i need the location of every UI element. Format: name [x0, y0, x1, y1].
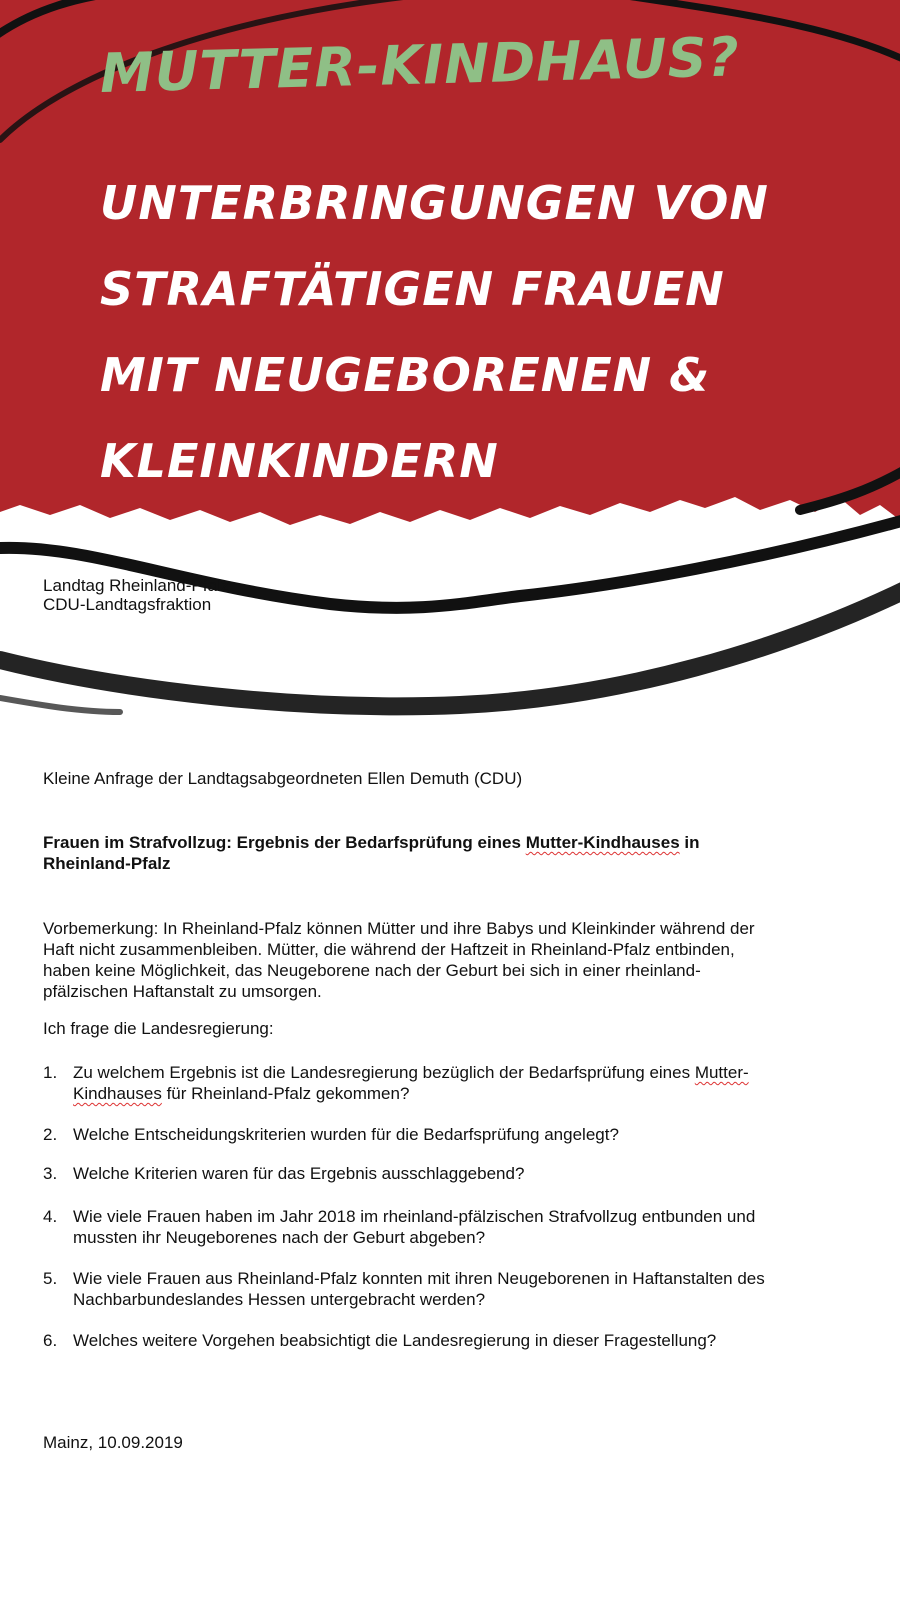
question-number: 1. [43, 1063, 58, 1082]
question-1-flagged-b: Kindhauses [73, 1084, 162, 1103]
letterhead [43, 576, 229, 614]
preamble-line-3: haben keine Möglichkeit, das Neugeborene nach der Geburt bei sich in einer rheinland- [43, 961, 701, 980]
question-1-flagged-a: Mutter- [694, 1063, 749, 1082]
banner-title: MUTTER-KINDHAUS? [99, 25, 741, 105]
question-number: 5. [43, 1269, 58, 1288]
question-5-line-2: Nachbarbundeslandes Hessen untergebracht werden? [73, 1290, 486, 1309]
intro-line: Kleine Anfrage der Landtagsabgeordneten Ellen Demuth (CDU) [43, 769, 523, 788]
preamble-line-2: Haft nicht zusammenbleiben. Mütter, die während der Haftzeit in Rheinland-Pfalz entbinden, [43, 940, 735, 959]
question-1-text-b: für Rheinland-Pfalz gekommen? [161, 1084, 410, 1103]
banner-subtitle-line-1: UNTERBRINGUNGEN VON [100, 176, 769, 230]
banner-subtitle-line-2: STRAFTÄTIGEN FRAUEN [100, 262, 725, 316]
question-5-line-1: Wie viele Frauen aus Rheinland-Pfalz konnten mit ihren Neugeborenen in Haftanstalten des [73, 1269, 765, 1288]
subject-line-2: Rheinland-Pfalz [43, 854, 171, 873]
brush-stroke-bottom-left [0, 698, 120, 712]
banner-subtitle-line-4: KLEINKINDERN [100, 434, 499, 488]
subject [43, 832, 863, 874]
question-number: 4. [43, 1207, 58, 1226]
question-number: 6. [43, 1331, 58, 1350]
banner-subtitle [100, 160, 769, 504]
preamble-line-4: pfälzischen Haftanstalt zu umsorgen. [43, 982, 322, 1001]
subject-flagged-word: Mutter-Kindhauses [525, 833, 680, 852]
question-item [43, 1062, 863, 1104]
question-4-line-1: Wie viele Frauen haben im Jahr 2018 im rheinland-pfälzischen Strafvollzug entbunden und [73, 1207, 756, 1226]
question-item [43, 1330, 863, 1351]
question-number: 2. [43, 1125, 58, 1144]
question-number: 3. [43, 1164, 58, 1183]
question-1-text-a: Zu welchem Ergebnis ist die Landesregierung bezüglich der Bedarfsprüfung eines [73, 1063, 695, 1082]
letterhead-faction: CDU-Landtagsfraktion [43, 595, 212, 614]
preamble-line-1: Vorbemerkung: In Rheinland-Pfalz können Mütter und ihre Babys und Kleinkinder während der [43, 919, 755, 938]
banner-subtitle-line-3: MIT NEUGEBORENEN & [100, 348, 711, 402]
question-text: Welche Entscheidungskriterien wurden für die Bedarfsprüfung angelegt? [73, 1125, 619, 1144]
subject-part-2: in [679, 833, 700, 852]
question-item [43, 1268, 863, 1310]
letterhead-parliament: Landtag Rheinland-Pfalz [43, 576, 230, 595]
question-text: Welches weitere Vorgehen beabsichtigt die Landesregierung in dieser Fragestellung? [73, 1331, 717, 1350]
question-item [43, 1124, 863, 1145]
preamble [43, 918, 863, 1002]
signoff-date: Mainz, 10.09.2019 [43, 1433, 183, 1452]
question-4-line-2: mussten ihr Neugeborenes nach der Geburt abgeben? [73, 1228, 486, 1247]
question-item [43, 1163, 863, 1184]
question-text: Welche Kriterien waren für das Ergebnis ausschlaggebend? [73, 1164, 525, 1183]
question-item [43, 1206, 863, 1248]
question-prompt: Ich frage die Landesregierung: [43, 1019, 274, 1038]
subject-part-1: Frauen im Strafvollzug: Ergebnis der Bedarfsprüfung eines [43, 833, 526, 852]
